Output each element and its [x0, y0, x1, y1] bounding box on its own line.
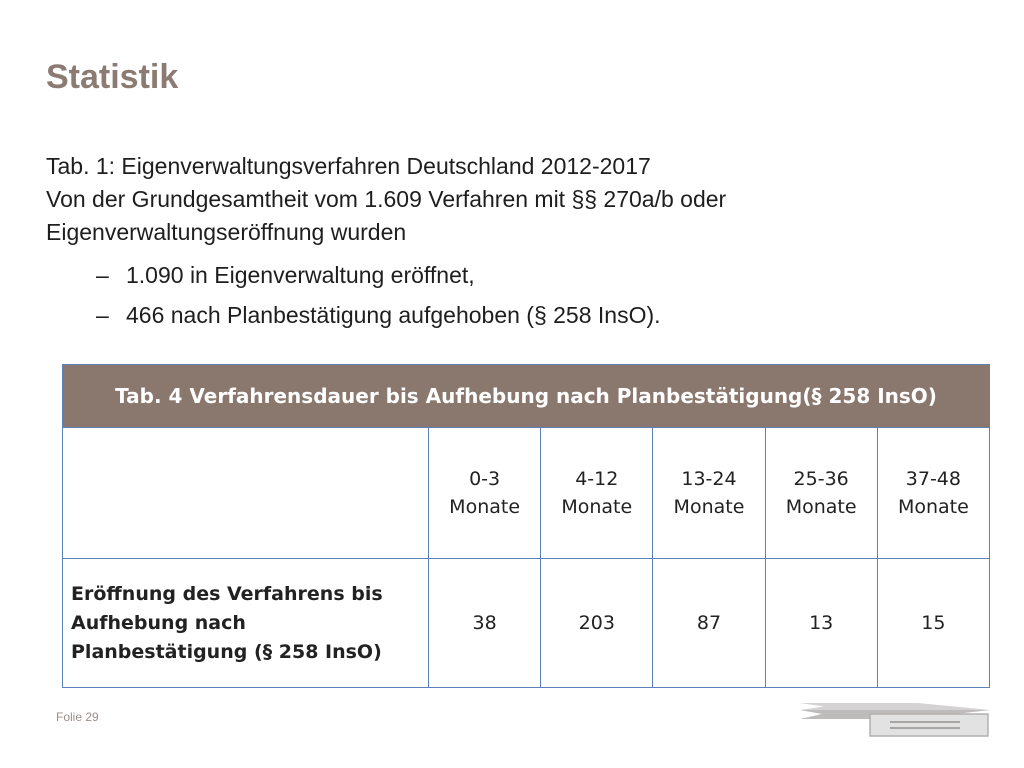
intro-line-3: Eigenverwaltungseröffnung wurden	[46, 219, 407, 245]
bullet-text: 466 nach Planbestätigung aufgehoben (§ 258 InsO).	[126, 302, 661, 328]
intro-text	[46, 150, 976, 335]
column-range: 13-24	[681, 468, 737, 490]
bullet-item	[46, 295, 976, 335]
table-caption: Tab. 4 Verfahrensdauer bis Aufhebung nach Planbestätigung(§ 258 InsO)	[63, 365, 990, 428]
column-header	[877, 428, 989, 559]
bullet-item	[46, 255, 976, 295]
column-unit: Monate	[785, 496, 857, 518]
row-label-line: Eröffnung des Verfahrens bis	[71, 582, 383, 605]
table-row	[63, 559, 990, 688]
slide-number: Folie 29	[56, 710, 99, 724]
navigation-arrow-graphic	[800, 700, 990, 740]
column-range: 25-36	[793, 468, 849, 490]
bullet-list	[46, 255, 976, 335]
row-label-line: Aufhebung nach	[71, 611, 246, 634]
table-cell: 203	[541, 559, 653, 688]
table-cell: 15	[877, 559, 989, 688]
column-range: 37-48	[905, 468, 961, 490]
column-header	[653, 428, 765, 559]
column-unit: Monate	[673, 496, 745, 518]
table-cell: 38	[429, 559, 541, 688]
column-header	[541, 428, 653, 559]
column-range: 4-12	[575, 468, 619, 490]
row-label-line: Planbestätigung (§ 258 InsO)	[71, 640, 382, 663]
column-unit: Monate	[897, 496, 969, 518]
column-header	[429, 428, 541, 559]
table-header-row	[63, 428, 990, 559]
navigation-arrow-icon[interactable]	[800, 700, 990, 745]
intro-line-1: Tab. 1: Eigenverwaltungsverfahren Deutschland 2012-2017	[46, 153, 651, 179]
table-cell: 87	[653, 559, 765, 688]
dash-icon: –	[96, 262, 109, 288]
row-label	[63, 559, 429, 688]
column-unit: Monate	[449, 496, 521, 518]
duration-table	[62, 364, 990, 688]
slide-title: Statistik	[46, 58, 179, 96]
column-unit: Monate	[561, 496, 633, 518]
intro-line-2: Von der Grundgesamtheit vom 1.609 Verfahren mit §§ 270a/b oder	[46, 186, 727, 212]
bullet-text: 1.090 in Eigenverwaltung eröffnet,	[126, 262, 475, 288]
table-cell: 13	[765, 559, 877, 688]
dash-icon: –	[96, 302, 109, 328]
column-header	[765, 428, 877, 559]
empty-header-cell	[63, 428, 429, 559]
column-range: 0-3	[469, 468, 501, 490]
